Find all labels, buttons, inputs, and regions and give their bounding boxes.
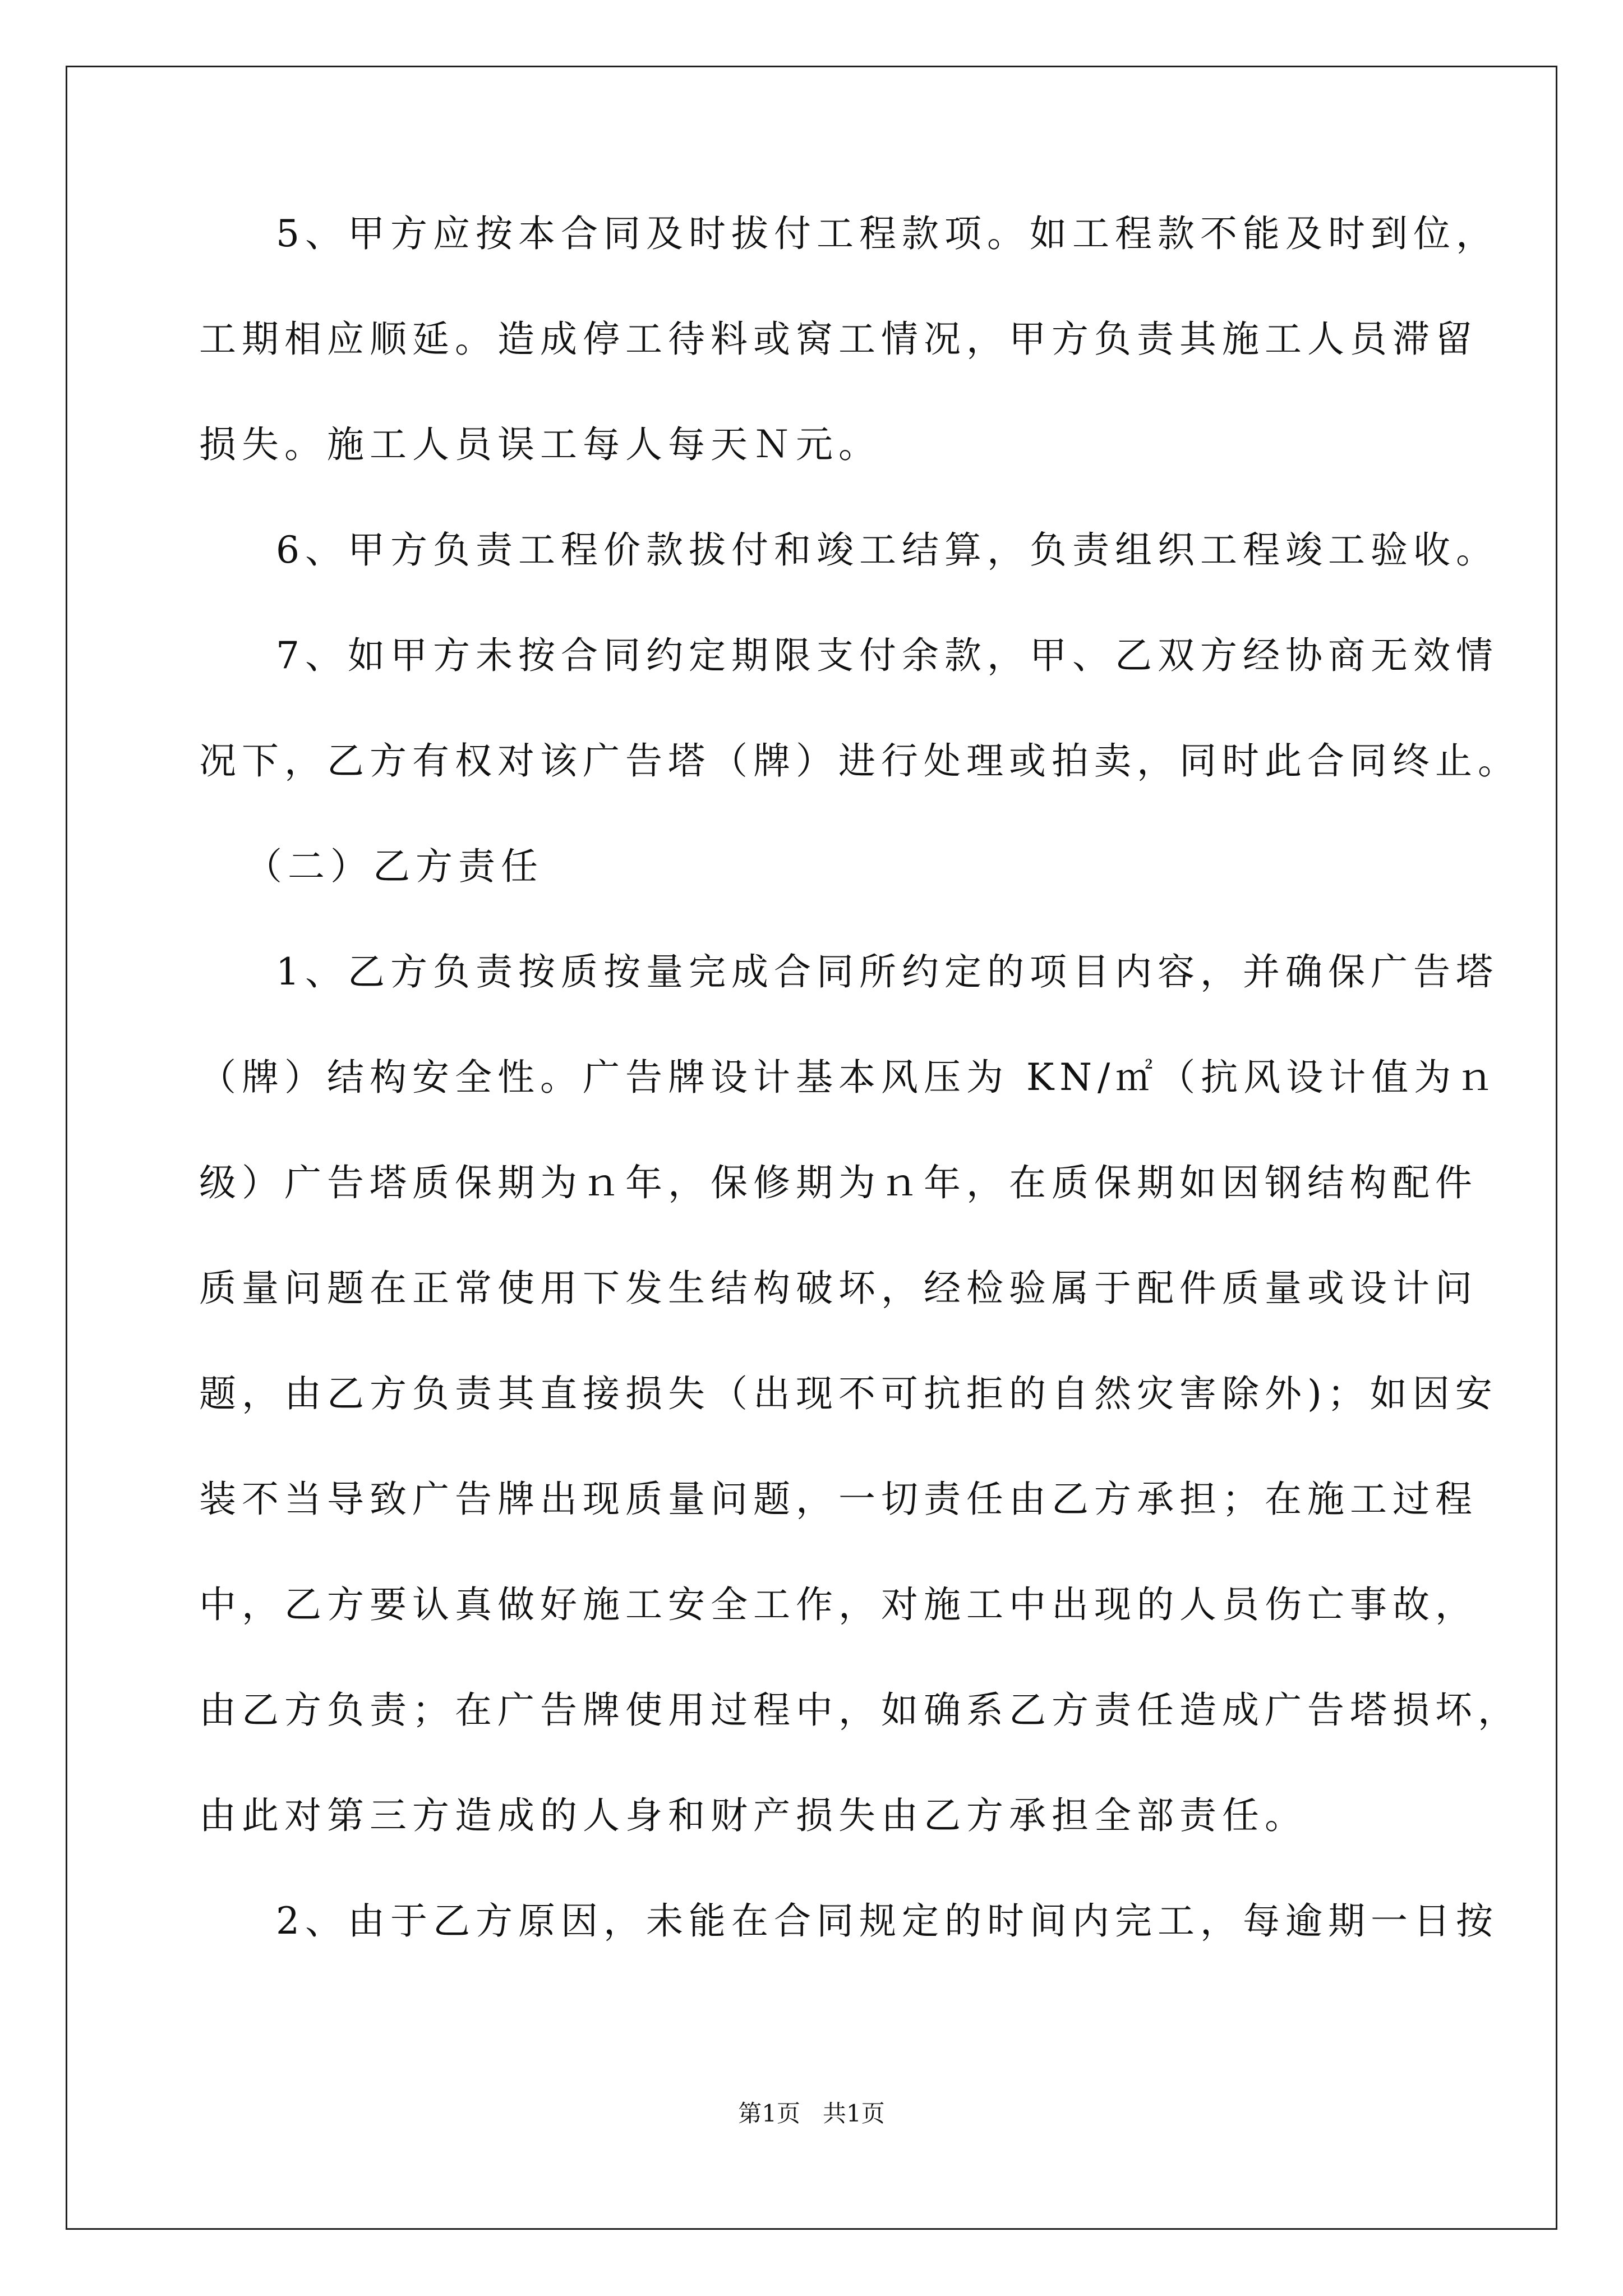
- paragraph-line: 损失。施工人员误工每人每天Ｎ元。: [199, 423, 881, 466]
- paragraph-line: 中，乙方要认真做好施工安全工作，对施工中出现的人员伤亡事故，: [199, 1583, 1478, 1626]
- section-heading: （二）乙方责任: [245, 845, 543, 888]
- paragraph-line: 质量问题在正常使用下发生结构破坏，经检验属于配件质量或设计问: [199, 1267, 1478, 1310]
- paragraph-line: 由此对第三方造成的人身和财产损失由乙方承担全部责任。: [199, 1794, 1307, 1837]
- page-footer: [0, 2097, 1623, 2131]
- paragraph-line: 5、甲方应按本合同及时拔付工程款项。如工程款不能及时到位，: [276, 212, 1498, 255]
- paragraph-line: （牌）结构安全性。广告牌设计基本风压为 KN/㎡（抗风设计值为ｎ: [199, 1056, 1500, 1099]
- paragraph-line: 级）广告塔质保期为ｎ年，保修期为ｎ年，在质保期如因钢结构配件: [199, 1161, 1478, 1204]
- paragraph-line: 6、甲方负责工程价款拔付和竣工结算，负责组织工程竣工验收。: [276, 528, 1498, 572]
- paragraph-line: 7、如甲方未按合同约定期限支付余款，甲、乙双方经协商无效情: [276, 634, 1498, 677]
- page-number-total: 共1页: [823, 2100, 885, 2127]
- paragraph-line: 况下，乙方有权对该广告塔（牌）进行处理或拍卖，同时此合同终止。: [199, 739, 1520, 783]
- page-number-current: 第1页: [738, 2100, 800, 2127]
- paragraph-line: 工期相应顺延。造成停工待料或窝工情况，甲方负责其施工人员滞留: [199, 318, 1478, 361]
- paragraph-line: 由乙方负责；在广告牌使用过程中，如确系乙方责任造成广告塔损坏，: [199, 1688, 1520, 1732]
- paragraph-line: 1、乙方负责按质按量完成合同所约定的项目内容，并确保广告塔: [276, 950, 1498, 993]
- paragraph-line: 题，由乙方负责其直接损失（出现不可抗拒的自然灾害除外)；如因安: [199, 1372, 1498, 1415]
- paragraph-line: 装不当导致广告牌出现质量问题，一切责任由乙方承担；在施工过程: [199, 1478, 1478, 1521]
- paragraph-line: 2、由于乙方原因，未能在合同规定的时间内完工，每逾期一日按: [276, 1899, 1498, 1943]
